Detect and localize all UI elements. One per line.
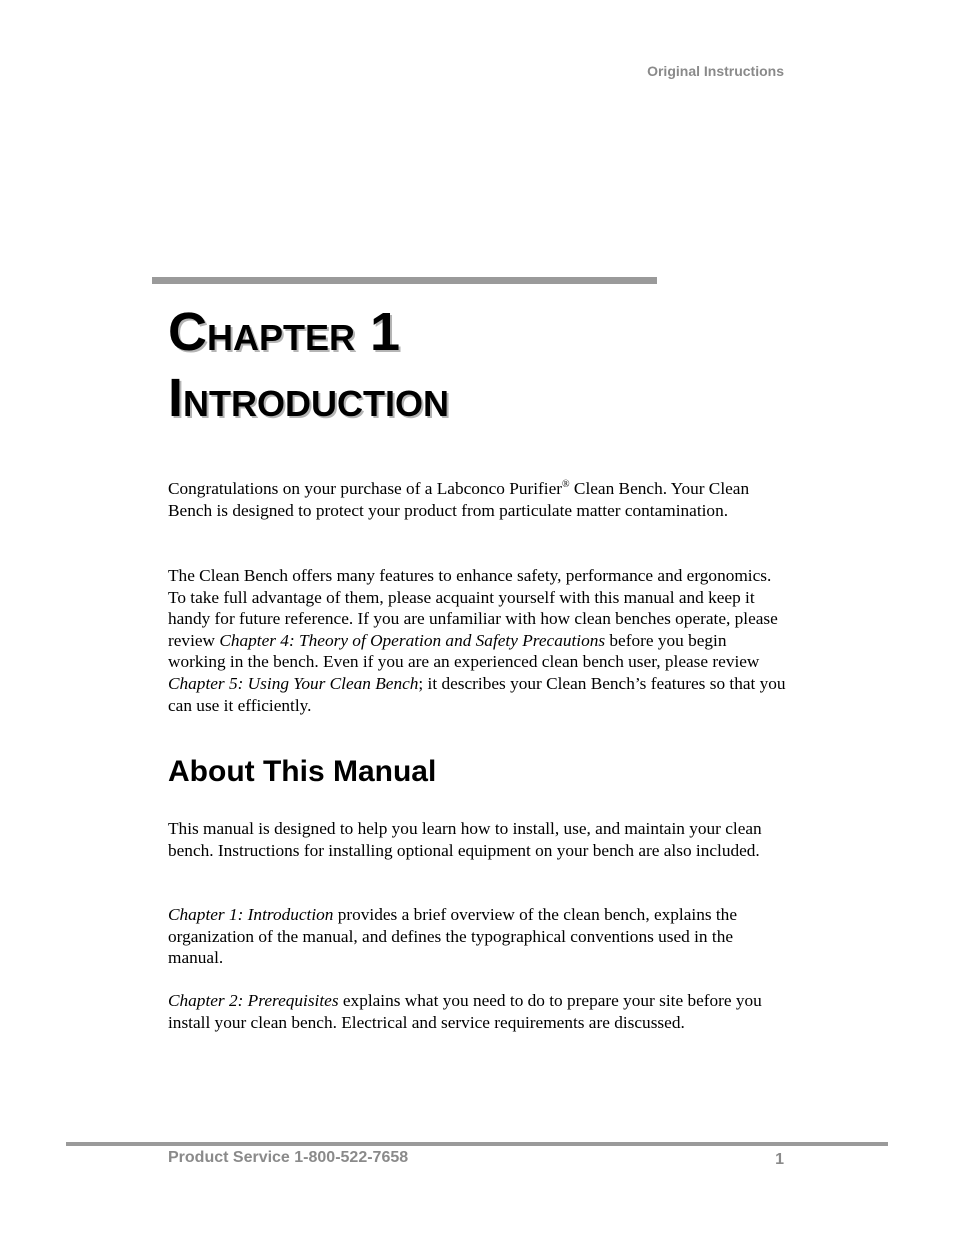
footer-rule: [66, 1142, 888, 1146]
intro-paragraph-2: The Clean Bench offers many features to enhance safety, performance and ergonomics. To take full advantage of them, please acquaint yourself with this manual and keep it handy for future reference. If you are unfamiliar with how clean benches operate, please review Chapter 4: Theory of Operation and Safety Precautions before you begin working in the bench. Even if you are an experienced clean bench user, please review Chapter 5: Using Your Clean Bench; it describes your Clean Bench’s features so that you can use it efficiently.: [168, 566, 786, 715]
section-heading-about: About This Manual: [168, 755, 437, 788]
chapter-heading: [168, 302, 449, 431]
chapter-title: INTRODUCTION: [168, 368, 449, 428]
about-paragraph-chapter-1: Chapter 1: Introduction provides a brief overview of the clean bench, explains the organization of the manual, and defines the typographical conventions used in the manual.: [168, 905, 737, 968]
chapter-5-reference: Chapter 5: Using Your Clean Bench: [168, 673, 419, 693]
header-note: Original Instructions: [647, 63, 784, 79]
chapter-2-reference: Chapter 2: Prerequisites: [168, 991, 339, 1010]
chapter-1-reference: Chapter 1: Introduction: [168, 905, 334, 924]
intro-paragraph-1: Congratulations on your purchase of a Labconco Purifier® Clean Bench. Your Clean Bench is designed to protect your product from particulate matter contamination.: [168, 479, 750, 520]
chapter-label: CHAPTER 1: [168, 302, 401, 362]
chapter-number: 1: [370, 302, 401, 362]
about-paragraph-chapter-2: Chapter 2: Prerequisites explains what you need to do to prepare your site before you install your clean bench. Electrical and service requirements are discussed.: [168, 991, 762, 1032]
chapter-4-reference: Chapter 4: Theory of Operation and Safety Precautions: [219, 630, 606, 650]
footer-product-service: Product Service 1-800-522-7658: [168, 1149, 409, 1166]
chapter-rule: [152, 277, 657, 284]
about-paragraph-1: This manual is designed to help you learn how to install, use, and maintain your clean bench. Instructions for installing optional equipment on your bench are also included.: [168, 819, 762, 860]
registered-mark: ®: [562, 479, 570, 491]
page-number: 1: [775, 1151, 784, 1168]
